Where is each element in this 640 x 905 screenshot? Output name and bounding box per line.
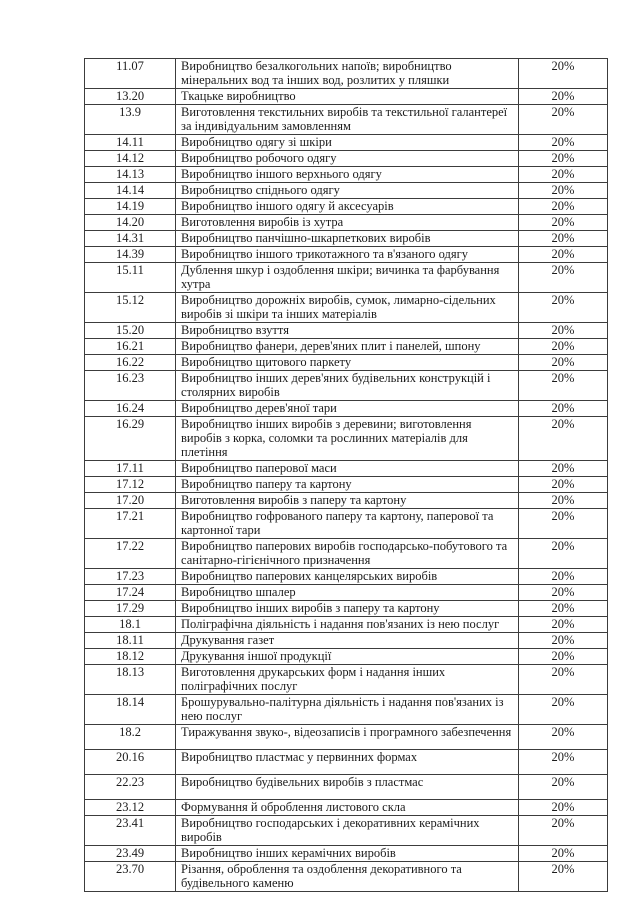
description-cell: Виробництво іншого верхнього одягу [176,167,519,183]
description-cell: Виробництво інших керамічних виробів [176,846,519,862]
table-row [85,569,608,585]
kved-rates-table [84,58,608,892]
table-row [85,215,608,231]
code-cell: 14.19 [85,199,176,215]
code-cell: 14.12 [85,151,176,167]
description-cell: Виготовлення виробів з паперу та картону [176,493,519,509]
table-row [85,539,608,569]
rate-cell: 20% [519,355,608,371]
rate-cell: 20% [519,775,608,800]
table-row [85,585,608,601]
description-cell: Поліграфічна діяльність і надання пов'язаних із нею послуг [176,617,519,633]
rate-cell: 20% [519,293,608,323]
description-cell: Виробництво іншого одягу й аксесуарів [176,199,519,215]
rate-cell: 20% [519,633,608,649]
table-row [85,89,608,105]
rate-cell: 20% [519,339,608,355]
table-row [85,323,608,339]
rate-cell: 20% [519,601,608,617]
description-cell: Виробництво панчішно-шкарпеткових виробів [176,231,519,247]
description-cell: Брошурувально-палітурна діяльність і надання пов'язаних із нею послуг [176,695,519,725]
table-row [85,355,608,371]
table-row [85,59,608,89]
rate-cell: 20% [519,59,608,89]
table-row [85,371,608,401]
code-cell: 13.20 [85,89,176,105]
description-cell: Виготовлення виробів із хутра [176,215,519,231]
description-cell: Виробництво фанери, дерев'яних плит і панелей, шпону [176,339,519,355]
table-row [85,339,608,355]
code-cell: 17.11 [85,461,176,477]
code-cell: 17.29 [85,601,176,617]
rate-cell: 20% [519,509,608,539]
rate-cell: 20% [519,135,608,151]
rate-cell: 20% [519,167,608,183]
table-row [85,601,608,617]
code-cell: 16.23 [85,371,176,401]
table-row [85,665,608,695]
table-row [85,816,608,846]
rate-cell: 20% [519,417,608,461]
description-cell: Виробництво спіднього одягу [176,183,519,199]
table-row [85,417,608,461]
rate-cell: 20% [519,461,608,477]
description-cell: Виробництво будівельних виробів з пластмас [176,775,519,800]
description-cell: Виробництво інших виробів з паперу та картону [176,601,519,617]
code-cell: 23.41 [85,816,176,846]
rate-cell: 20% [519,477,608,493]
table-row [85,775,608,800]
table-row [85,183,608,199]
table-row [85,725,608,750]
table-row [85,199,608,215]
rate-cell: 20% [519,151,608,167]
table-row [85,846,608,862]
rate-cell: 20% [519,231,608,247]
description-cell: Формування й оброблення листового скла [176,800,519,816]
table-row [85,477,608,493]
table-row [85,633,608,649]
code-cell: 17.24 [85,585,176,601]
code-cell: 18.14 [85,695,176,725]
code-cell: 11.07 [85,59,176,89]
code-cell: 23.49 [85,846,176,862]
description-cell: Тиражування звуко-, відеозаписів і програмного забезпечення [176,725,519,750]
rate-cell: 20% [519,750,608,775]
description-cell: Виробництво робочого одягу [176,151,519,167]
rate-cell: 20% [519,665,608,695]
rate-cell: 20% [519,725,608,750]
code-cell: 18.11 [85,633,176,649]
code-cell: 14.11 [85,135,176,151]
rate-cell: 20% [519,695,608,725]
code-cell: 16.24 [85,401,176,417]
description-cell: Виробництво іншого трикотажного та в'язаного одягу [176,247,519,263]
code-cell: 14.31 [85,231,176,247]
description-cell: Виробництво шпалер [176,585,519,601]
description-cell: Виготовлення текстильних виробів та текстильної галантереї за індивідуальним замовленням [176,105,519,135]
code-cell: 16.29 [85,417,176,461]
description-cell: Виробництво інших виробів з деревини; виготовлення виробів з корка, соломки та рослинних матеріалів для плетіння [176,417,519,461]
table-row [85,617,608,633]
description-cell: Друкування газет [176,633,519,649]
description-cell: Виробництво дорожніх виробів, сумок, лимарно-сідельних виробів зі шкіри та інших матеріалів [176,293,519,323]
rate-cell: 20% [519,585,608,601]
rate-cell: 20% [519,493,608,509]
table-row [85,695,608,725]
table-row [85,649,608,665]
rate-cell: 20% [519,401,608,417]
description-cell: Виробництво пластмас у первинних формах [176,750,519,775]
code-cell: 17.20 [85,493,176,509]
code-cell: 17.12 [85,477,176,493]
table-row [85,750,608,775]
code-cell: 14.14 [85,183,176,199]
code-cell: 17.23 [85,569,176,585]
description-cell: Виробництво інших дерев'яних будівельних конструкцій і столярних виробів [176,371,519,401]
code-cell: 18.13 [85,665,176,695]
description-cell: Друкування іншої продукції [176,649,519,665]
table-row [85,151,608,167]
rate-cell: 20% [519,800,608,816]
rate-cell: 20% [519,215,608,231]
code-cell: 15.11 [85,263,176,293]
description-cell: Дублення шкур і оздоблення шкіри; вичинка та фарбування хутра [176,263,519,293]
rate-cell: 20% [519,649,608,665]
table-row [85,263,608,293]
description-cell: Виготовлення друкарських форм і надання інших поліграфічних послуг [176,665,519,695]
code-cell: 23.70 [85,862,176,892]
code-cell: 17.21 [85,509,176,539]
description-cell: Виробництво господарських і декоративних керамічних виробів [176,816,519,846]
table-row [85,461,608,477]
rate-cell: 20% [519,105,608,135]
description-cell: Виробництво дерев'яної тари [176,401,519,417]
table-row [85,509,608,539]
table-row [85,493,608,509]
description-cell: Ткацьке виробництво [176,89,519,105]
description-cell: Виробництво паперових виробів господарсько-побутового та санітарно-гігієнічного призначення [176,539,519,569]
description-cell: Виробництво безалкогольних напоїв; виробництво мінеральних вод та інших вод, розлитих у пляшки [176,59,519,89]
code-cell: 16.22 [85,355,176,371]
rate-cell: 20% [519,539,608,569]
code-cell: 14.39 [85,247,176,263]
code-cell: 14.13 [85,167,176,183]
table-row [85,135,608,151]
rate-cell: 20% [519,862,608,892]
code-cell: 13.9 [85,105,176,135]
description-cell: Виробництво гофрованого паперу та картону, паперової та картонної тари [176,509,519,539]
description-cell: Виробництво паперової маси [176,461,519,477]
rate-cell: 20% [519,199,608,215]
rate-cell: 20% [519,371,608,401]
rate-cell: 20% [519,846,608,862]
code-cell: 18.1 [85,617,176,633]
rate-cell: 20% [519,183,608,199]
rate-cell: 20% [519,263,608,293]
code-cell: 15.20 [85,323,176,339]
rate-cell: 20% [519,89,608,105]
table-row [85,862,608,892]
code-cell: 22.23 [85,775,176,800]
code-cell: 14.20 [85,215,176,231]
description-cell: Виробництво паперу та картону [176,477,519,493]
rate-cell: 20% [519,247,608,263]
kved-rates-table-body [85,59,608,892]
rate-cell: 20% [519,617,608,633]
rate-cell: 20% [519,816,608,846]
code-cell: 17.22 [85,539,176,569]
table-row [85,167,608,183]
table-row [85,401,608,417]
code-cell: 15.12 [85,293,176,323]
description-cell: Різання, оброблення та оздоблення декоративного та будівельного каменю [176,862,519,892]
description-cell: Виробництво паперових канцелярських виробів [176,569,519,585]
code-cell: 18.12 [85,649,176,665]
code-cell: 20.16 [85,750,176,775]
description-cell: Виробництво взуття [176,323,519,339]
code-cell: 18.2 [85,725,176,750]
description-cell: Виробництво щитового паркету [176,355,519,371]
rate-cell: 20% [519,323,608,339]
table-row [85,231,608,247]
table-row [85,247,608,263]
description-cell: Виробництво одягу зі шкіри [176,135,519,151]
code-cell: 23.12 [85,800,176,816]
table-row [85,800,608,816]
rate-cell: 20% [519,569,608,585]
code-cell: 16.21 [85,339,176,355]
table-row [85,293,608,323]
table-row [85,105,608,135]
